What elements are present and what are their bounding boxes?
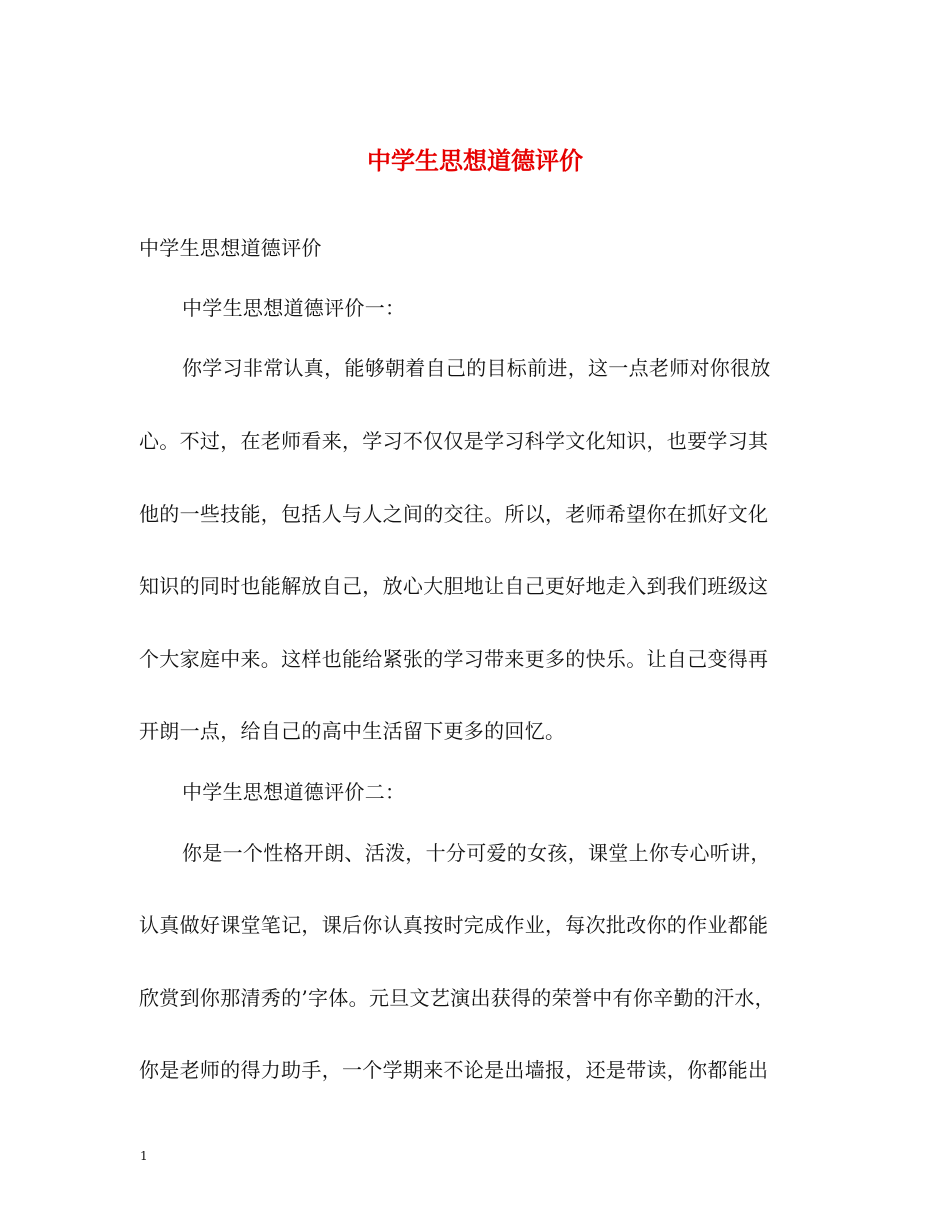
paragraph-line: 认真做好课堂笔记，课后你认真按时完成作业，每次批改你的作业都能: [139, 913, 769, 937]
paragraph-line: 你是一个性格开朗、活泼，十分可爱的女孩，课堂上你专心听讲，: [182, 841, 771, 865]
paragraph-line: 知识的同时也能解放自己，放心大胆地让自己更好地走入到我们班级这: [139, 574, 769, 598]
paragraph-line: 你学习非常认真，能够朝着自己的目标前进，这一点老师对你很放: [182, 356, 771, 380]
paragraph-line: 个大家庭中来。这样也能给紧张的学习带来更多的快乐。让自己变得再: [139, 647, 769, 671]
document-title: 中学生思想道德评价: [367, 146, 583, 175]
paragraph-line: 心。不过，在老师看来，学习不仅仅是学习科学文化知识，也要学习其: [139, 429, 769, 453]
paragraph-line: 他的一些技能，包括人与人之间的交往。所以，老师希望你在抓好文化: [139, 502, 769, 526]
document-subtitle: 中学生思想道德评价: [139, 236, 322, 260]
section-heading-1: 中学生思想道德评价一：: [182, 296, 406, 320]
page-number: 1: [140, 1149, 148, 1163]
section-heading-2: 中学生思想道德评价二：: [182, 780, 406, 804]
paragraph-line: 你是老师的得力助手，一个学期来不论是出墙报，还是带读，你都能出: [139, 1058, 769, 1082]
paragraph-line: 开朗一点，给自己的高中生活留下更多的回忆。: [139, 719, 566, 743]
paragraph-line: 欣赏到你那清秀的’字体。元旦文艺演出获得的荣誉中有你辛勤的汗水，: [139, 986, 775, 1010]
